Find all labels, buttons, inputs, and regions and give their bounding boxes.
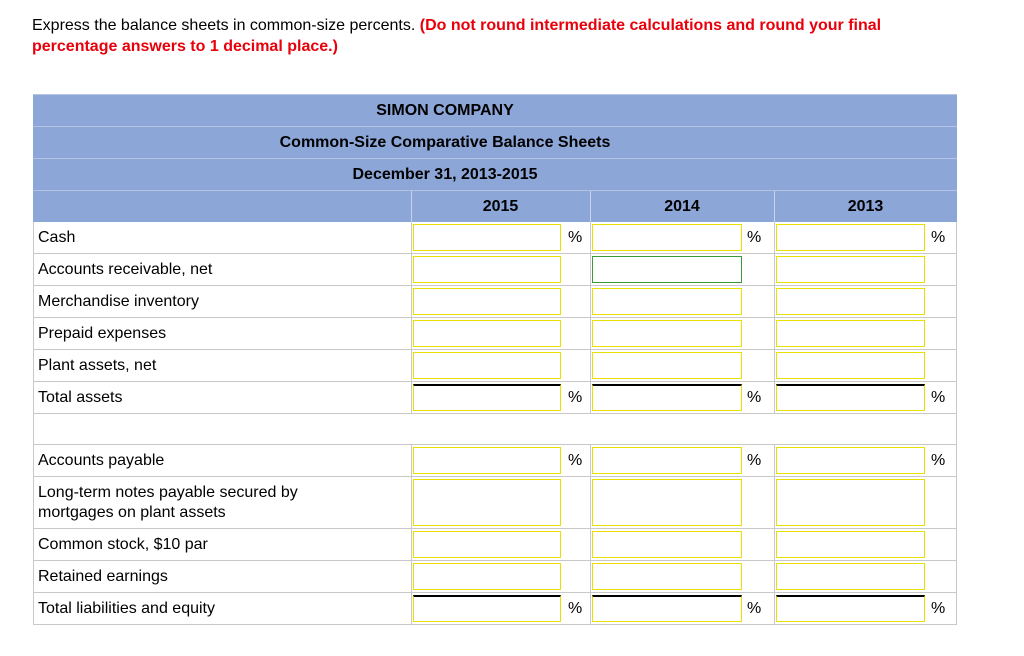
row-label-total-assets: Total assets — [38, 388, 123, 406]
percent-sign: % — [931, 228, 946, 246]
retained-earnings-2013-input[interactable] — [776, 563, 925, 590]
total-assets-2013-input[interactable] — [776, 384, 925, 411]
percent-sign: % — [931, 599, 946, 617]
common-stock-2013-input[interactable] — [776, 531, 925, 558]
retained-earnings-2015-input[interactable] — [413, 563, 561, 590]
percent-sign: % — [568, 451, 583, 469]
accounts-receivable-2015-input[interactable] — [413, 256, 561, 283]
row-label-merchandise-inventory: Merchandise inventory — [38, 292, 199, 310]
instruction-text — [32, 15, 932, 57]
table-row — [33, 561, 957, 593]
retained-earnings-2014-input[interactable] — [592, 563, 742, 590]
header-years — [33, 190, 957, 222]
balance-sheet-table — [33, 94, 957, 625]
year-2013-header: 2013 — [847, 198, 884, 215]
table-row — [33, 222, 957, 254]
percent-sign: % — [568, 599, 583, 617]
percent-sign: % — [747, 388, 762, 406]
row-label-plant-assets: Plant assets, net — [38, 356, 157, 374]
instruction-plain: Express the balance sheets in common-size percents. — [32, 17, 420, 34]
cash-2014-input[interactable] — [592, 224, 742, 251]
prepaid-expenses-2015-input[interactable] — [413, 320, 561, 347]
plant-assets-2015-input[interactable] — [413, 352, 561, 379]
long-term-notes-2014-input[interactable] — [592, 479, 742, 526]
total-assets-2014-input[interactable] — [592, 384, 742, 411]
percent-sign: % — [931, 451, 946, 469]
total-liabilities-equity-2013-input[interactable] — [776, 595, 925, 622]
table-row — [33, 350, 957, 382]
total-assets-2015-input[interactable] — [413, 384, 561, 411]
row-label-cash: Cash — [38, 228, 76, 246]
long-term-notes-2015-input[interactable] — [413, 479, 561, 526]
total-liabilities-equity-2015-input[interactable] — [413, 595, 561, 622]
percent-sign: % — [747, 228, 762, 246]
prepaid-expenses-2014-input[interactable] — [592, 320, 742, 347]
common-stock-2015-input[interactable] — [413, 531, 561, 558]
accounts-receivable-2013-input[interactable] — [776, 256, 925, 283]
row-label-prepaid-expenses: Prepaid expenses — [38, 324, 167, 342]
row-label-accounts-receivable: Accounts receivable, net — [38, 260, 213, 278]
merchandise-inventory-2014-input[interactable] — [592, 288, 742, 315]
table-row — [33, 593, 957, 625]
accounts-payable-2015-input[interactable] — [413, 447, 561, 474]
long-term-notes-2013-input[interactable] — [776, 479, 925, 526]
merchandise-inventory-2013-input[interactable] — [776, 288, 925, 315]
percent-sign: % — [747, 599, 762, 617]
merchandise-inventory-2015-input[interactable] — [413, 288, 561, 315]
percent-sign: % — [931, 388, 946, 406]
table-row — [33, 477, 957, 529]
table-row — [33, 529, 957, 561]
row-label-total-liabilities-equity: Total liabilities and equity — [38, 599, 215, 617]
row-label-long-term-notes: Long-term notes payable secured by mortgages on plant assets — [38, 483, 298, 521]
accounts-payable-2014-input[interactable] — [592, 447, 742, 474]
table-row — [33, 318, 957, 350]
row-label-common-stock: Common stock, $10 par — [38, 535, 208, 553]
header-company: SIMON COMPANY — [33, 94, 957, 126]
common-stock-2014-input[interactable] — [592, 531, 742, 558]
percent-sign: % — [568, 388, 583, 406]
cash-2013-input[interactable] — [776, 224, 925, 251]
accounts-payable-2013-input[interactable] — [776, 447, 925, 474]
percent-sign: % — [747, 451, 762, 469]
header-date: December 31, 2013-2015 — [33, 158, 957, 190]
percent-sign: % — [568, 228, 583, 246]
total-liabilities-equity-2014-input[interactable] — [592, 595, 742, 622]
row-label-retained-earnings: Retained earnings — [38, 567, 168, 585]
instruction-emphasis: (Do not round intermediate calculations and round your final percentage answers to 1 decimal place.) — [32, 17, 882, 55]
table-row — [33, 254, 957, 286]
table-row — [33, 445, 957, 477]
table-row — [33, 286, 957, 318]
year-2014-header: 2014 — [664, 198, 700, 215]
accounts-receivable-2014-input[interactable] — [592, 256, 742, 283]
table-row — [33, 382, 957, 414]
year-2015-header: 2015 — [482, 198, 519, 215]
cash-2015-input[interactable] — [413, 224, 561, 251]
header-title: Common-Size Comparative Balance Sheets — [33, 126, 957, 158]
row-label-accounts-payable: Accounts payable — [38, 451, 165, 469]
table-row — [33, 414, 957, 445]
prepaid-expenses-2013-input[interactable] — [776, 320, 925, 347]
plant-assets-2013-input[interactable] — [776, 352, 925, 379]
plant-assets-2014-input[interactable] — [592, 352, 742, 379]
